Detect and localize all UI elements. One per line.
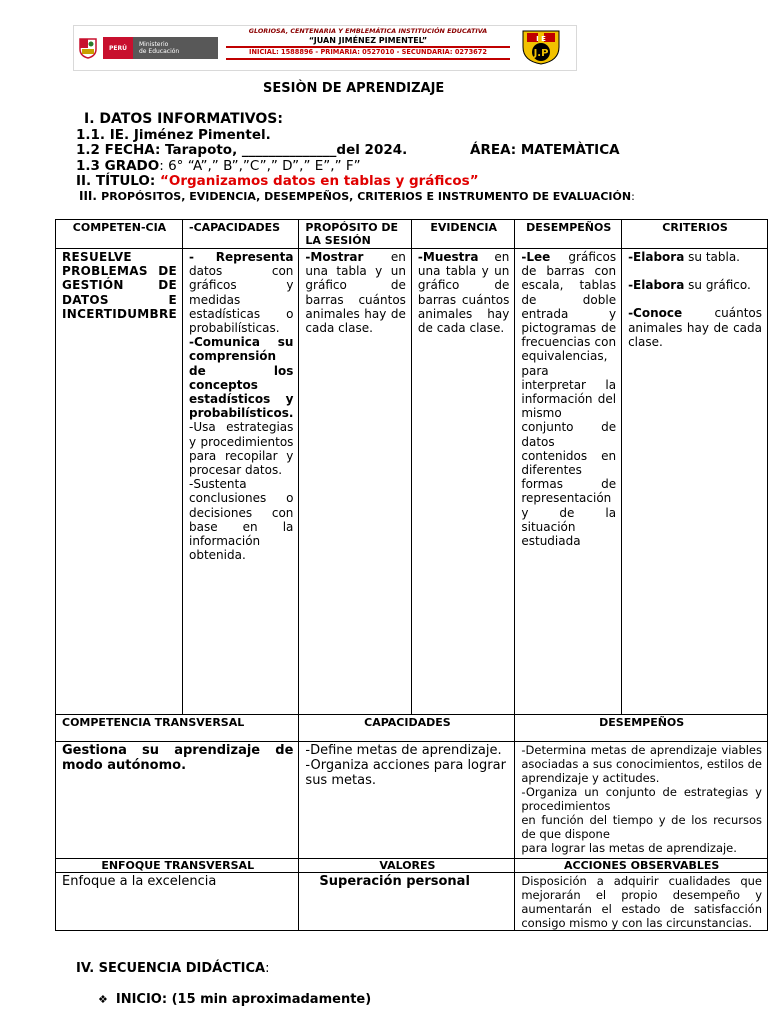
enfoque-cell: Enfoque a la excelencia bbox=[56, 873, 299, 931]
crest-jp: J.P bbox=[533, 48, 549, 59]
session-title: “Organizamos datos en tablas y gráficos” bbox=[159, 173, 479, 189]
ct-desempenos-cell: -Determina metas de aprendizaje viables asociadas a sus conocimientos, estilos de aprendizaje y actitudes. -Organiza un conjunto de estrategias y procedimientos en función del tiempo y de los recursos de que dispone para lograr las metas de aprendizaje. bbox=[515, 742, 768, 859]
diamond-bullet-icon: ❖ bbox=[98, 993, 108, 1006]
header-enfoque-transversal: ENFOQUE TRANSVERSAL bbox=[56, 859, 299, 873]
header-competencia: COMPETEN-CIA bbox=[56, 220, 183, 249]
evidencia-cell: -Muestra en una tabla y un gráfico de barras cuántos animales hay de cada clase. bbox=[411, 249, 514, 715]
header-acciones-observables: ACCIONES OBSERVABLES bbox=[515, 859, 768, 873]
accion-cell: Disposición a adquirir cualidades que mejorarán el propio desempeño y aumentarán el estado de satisfacción consigo mismo y con las circunstancias. bbox=[515, 873, 768, 931]
section-titulo: II. TÍTULO: “Organizamos datos en tablas y gráficos” bbox=[76, 173, 479, 189]
capacidades-cell: - Representa datos con gráficos y medidas estadísticas o probabilísticas. -Comunica su comprensión de los conceptos estadísticos y probabilísticos. -Usa estrategias y procedimientos para recopilar y procesar datos. -Sustenta conclusiones o decisiones con base en la información obtenida. bbox=[183, 249, 299, 715]
header-desempenos: DESEMPEÑOS bbox=[515, 220, 622, 249]
school-crest-icon bbox=[521, 29, 561, 65]
proposito-cell: -Mostrar en una tabla y un gráfico de barras cuántos animales hay de cada clase. bbox=[299, 249, 412, 715]
header-evidencia: EVIDENCIA bbox=[411, 220, 514, 249]
field-fecha: 1.2 FECHA: Tarapoto, ______________del 2024. bbox=[76, 142, 408, 158]
header-capacidades: -CAPACIDADES bbox=[183, 220, 299, 249]
minedu-logo bbox=[103, 37, 218, 59]
crest-letters: I E bbox=[536, 35, 546, 43]
header-competencia-transversal: COMPETENCIA TRANSVERSAL bbox=[56, 715, 299, 742]
field-ie: 1.1. IE. Jiménez Pimentel. bbox=[76, 127, 271, 143]
valor-cell: Superación personal bbox=[299, 873, 515, 931]
ct-competencia-cell: Gestiona su aprendizaje de modo autónomo. bbox=[56, 742, 299, 859]
section-secuencia-didactica: IV. SECUENCIA DIDÁCTICA: bbox=[76, 961, 270, 976]
section-datos-informativos: I. DATOS INFORMATIVOS: bbox=[84, 111, 283, 127]
peru-shield-icon bbox=[77, 37, 99, 59]
ministerio-label: Ministerio de Educación bbox=[139, 41, 180, 55]
criterios-cell: -Elabora su tabla. -Elabora su gráfico. -Conoce cuántos animales hay de cada clase. bbox=[622, 249, 768, 715]
peru-label: PERÚ bbox=[103, 37, 133, 59]
school-line-3: INICIAL: 1588896 - PRIMARIA: 0527010 - SECUNDARIA: 0273672 bbox=[226, 46, 510, 57]
header-proposito: PROPÓSITO DE LA SESIÓN bbox=[299, 220, 412, 249]
header-criterios: CRITERIOS bbox=[622, 220, 768, 249]
evaluation-table bbox=[55, 219, 768, 931]
desempenos-cell: -Lee gráficos de barras con escala, tablas de doble entrada y pictogramas de frecuencias con equivalencias, para interpretar la información del mismo conjunto de datos contenidos en diferentes formas de representación y de la situación estudiada bbox=[515, 249, 622, 715]
school-line-2: “JUAN JIMÉNEZ PIMENTEL” bbox=[308, 36, 428, 45]
ct-capacidades-cell: -Define metas de aprendizaje. -Organiza acciones para lograr sus metas. bbox=[299, 742, 515, 859]
header-ct-desempenos: DESEMPEÑOS bbox=[515, 715, 768, 742]
field-grado: 1.3 GRADO: 6° “A”,” B”,”C”,” D”,” E”,” F” bbox=[76, 158, 361, 174]
competencia-cell: RESUELVE PROBLEMAS DE GESTIÓN DE DATOS E INCERTIDUMBRE bbox=[56, 249, 183, 715]
inicio-item: ❖ INICIO: (15 min aproximadamente) bbox=[98, 992, 372, 1007]
header-ct-capacidades: CAPACIDADES bbox=[299, 715, 515, 742]
school-line-1: GLORIOSA, CENTENARIA Y EMBLEMÁTICA INSTITUCIÓN EDUCATIVA bbox=[248, 27, 488, 35]
header-valores: VALORES bbox=[299, 859, 515, 873]
page-title: SESIÒN DE APRENDIZAJE bbox=[263, 81, 445, 96]
school-name-block bbox=[222, 27, 514, 63]
field-area: ÁREA: MATEMÀTICA bbox=[470, 142, 620, 158]
section-propositos: III. PROPÓSITOS, EVIDENCIA, DESEMPEÑOS, CRITERIOS E INSTRUMENTO DE EVALUACIÓN: bbox=[79, 189, 635, 203]
